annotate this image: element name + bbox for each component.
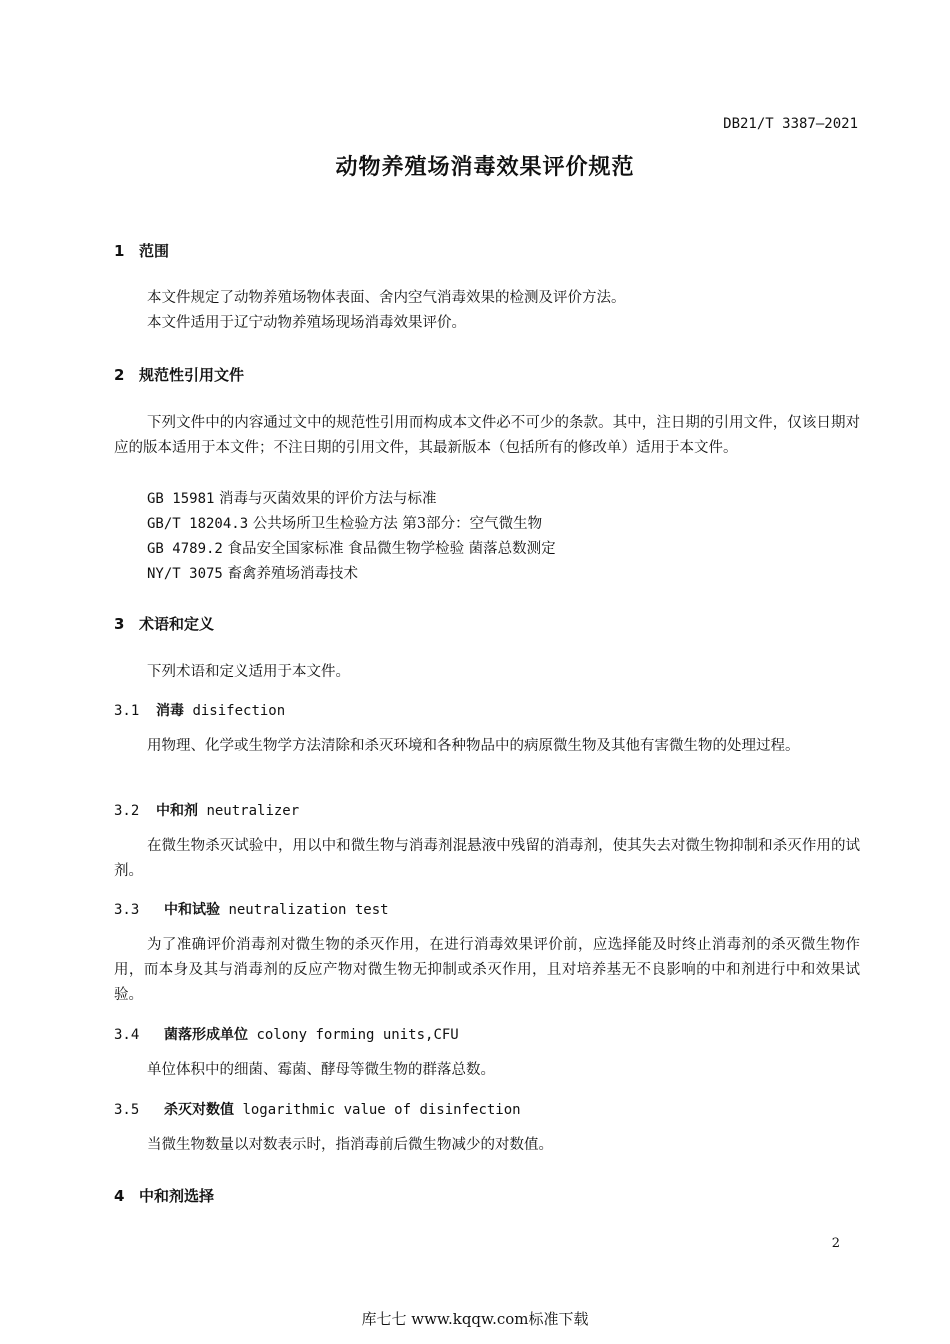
term-3-4-definition: 单位体积中的细菌、霉菌、酵母等微生物的群落总数。 (147, 1062, 495, 1078)
term-3-2-heading (114, 800, 299, 820)
term-name: 消毒 (156, 703, 184, 719)
reference-code: NY/T 3075 (147, 566, 223, 582)
term-english: logarithmic value of disinfection (242, 1102, 521, 1118)
section-2-heading (114, 364, 244, 385)
reference-item (147, 512, 542, 533)
term-number: 3.2 (114, 803, 140, 819)
reference-item (147, 562, 358, 583)
term-english: neutralization test (228, 902, 389, 918)
section-1-heading (114, 240, 169, 261)
term-number: 3.3 (114, 902, 140, 918)
term-3-5-definition: 当微生物数量以对数表示时，指消毒前后微生物减少的对数值。 (147, 1137, 553, 1153)
document-title: 动物养殖场消毒效果评价规范 (335, 155, 635, 180)
section-title: 范围 (139, 242, 170, 260)
reference-title: 消毒与灭菌效果的评价方法与标准 (219, 491, 437, 507)
term-3-1-definition: 用物理、化学或生物学方法清除和杀灭环境和各种物品中的病原微生物及其他有害微生物的处理过程。 (147, 738, 800, 754)
section-number: 1 (114, 242, 125, 260)
section-number: 4 (114, 1187, 125, 1205)
term-english: disifection (192, 703, 286, 719)
reference-code: GB/T 18204.3 (147, 516, 249, 532)
reference-code: GB 15981 (147, 491, 215, 507)
reference-item (147, 537, 556, 558)
page-number: 2 (831, 1236, 840, 1251)
term-3-5-heading (114, 1099, 521, 1119)
term-3-3-definition: 为了准确评价消毒剂对微生物的杀灭作用，在进行消毒效果评价前，应选择能及时终止消毒剂的杀灭微生物作用，而本身及其与消毒剂的反应产物对微生物无抑制或杀灭作用，且对培养基无不良影响的中和剂进行中和效果试验。 (114, 937, 860, 1003)
term-number: 3.5 (114, 1102, 140, 1118)
term-name: 中和试验 (164, 902, 220, 918)
reference-title: 食品安全国家标准 食品微生物学检验 菌落总数测定 (227, 541, 556, 557)
term-3-2-definition: 在微生物杀灭试验中，用以中和微生物与消毒剂混悬液中残留的消毒剂，使其失去对微生物抑制和杀灭作用的试剂。 (114, 838, 860, 879)
section-1-paragraph-1: 本文件规定了动物养殖场物体表面、舍内空气消毒效果的检测及评价方法。 (147, 290, 626, 306)
section-number: 2 (114, 366, 125, 384)
term-name: 杀灭对数值 (164, 1102, 234, 1118)
section-title: 规范性引用文件 (139, 366, 245, 384)
term-english: colony forming units,CFU (256, 1027, 459, 1043)
section-title: 中和剂选择 (139, 1187, 215, 1205)
term-name: 菌落形成单位 (164, 1027, 248, 1043)
term-3-3-heading (114, 899, 389, 919)
term-3-1-heading (114, 700, 285, 720)
section-2-paragraph-1: 下列文件中的内容通过文中的规范性引用而构成本文件必不可少的条款。其中，注日期的引用文件，仅该日期对应的版本适用于本文件；不注日期的引用文件，其最新版本（包括所有的修改单）适用于本文件。 (114, 415, 860, 456)
footer-watermark: 库七七 www.kqqw.com标准下载 (361, 1310, 589, 1328)
section-1-paragraph-2: 本文件适用于辽宁动物养殖场现场消毒效果评价。 (147, 315, 466, 331)
reference-item (147, 487, 437, 508)
standard-code: DB21/T 3387—2021 (723, 116, 858, 132)
term-number: 3.4 (114, 1027, 140, 1043)
reference-title: 畜禽养殖场消毒技术 (227, 566, 358, 582)
term-english: neutralizer (206, 803, 300, 819)
section-3-paragraph-1: 下列术语和定义适用于本文件。 (147, 664, 350, 680)
term-number: 3.1 (114, 703, 140, 719)
section-number: 3 (114, 615, 125, 633)
term-name: 中和剂 (156, 803, 198, 819)
section-3-heading (114, 613, 214, 634)
reference-title: 公共场所卫生检验方法 第3部分：空气微生物 (252, 516, 543, 532)
reference-code: GB 4789.2 (147, 541, 223, 557)
section-title: 术语和定义 (139, 615, 215, 633)
term-3-4-heading (114, 1024, 459, 1044)
section-4-heading (114, 1185, 214, 1206)
